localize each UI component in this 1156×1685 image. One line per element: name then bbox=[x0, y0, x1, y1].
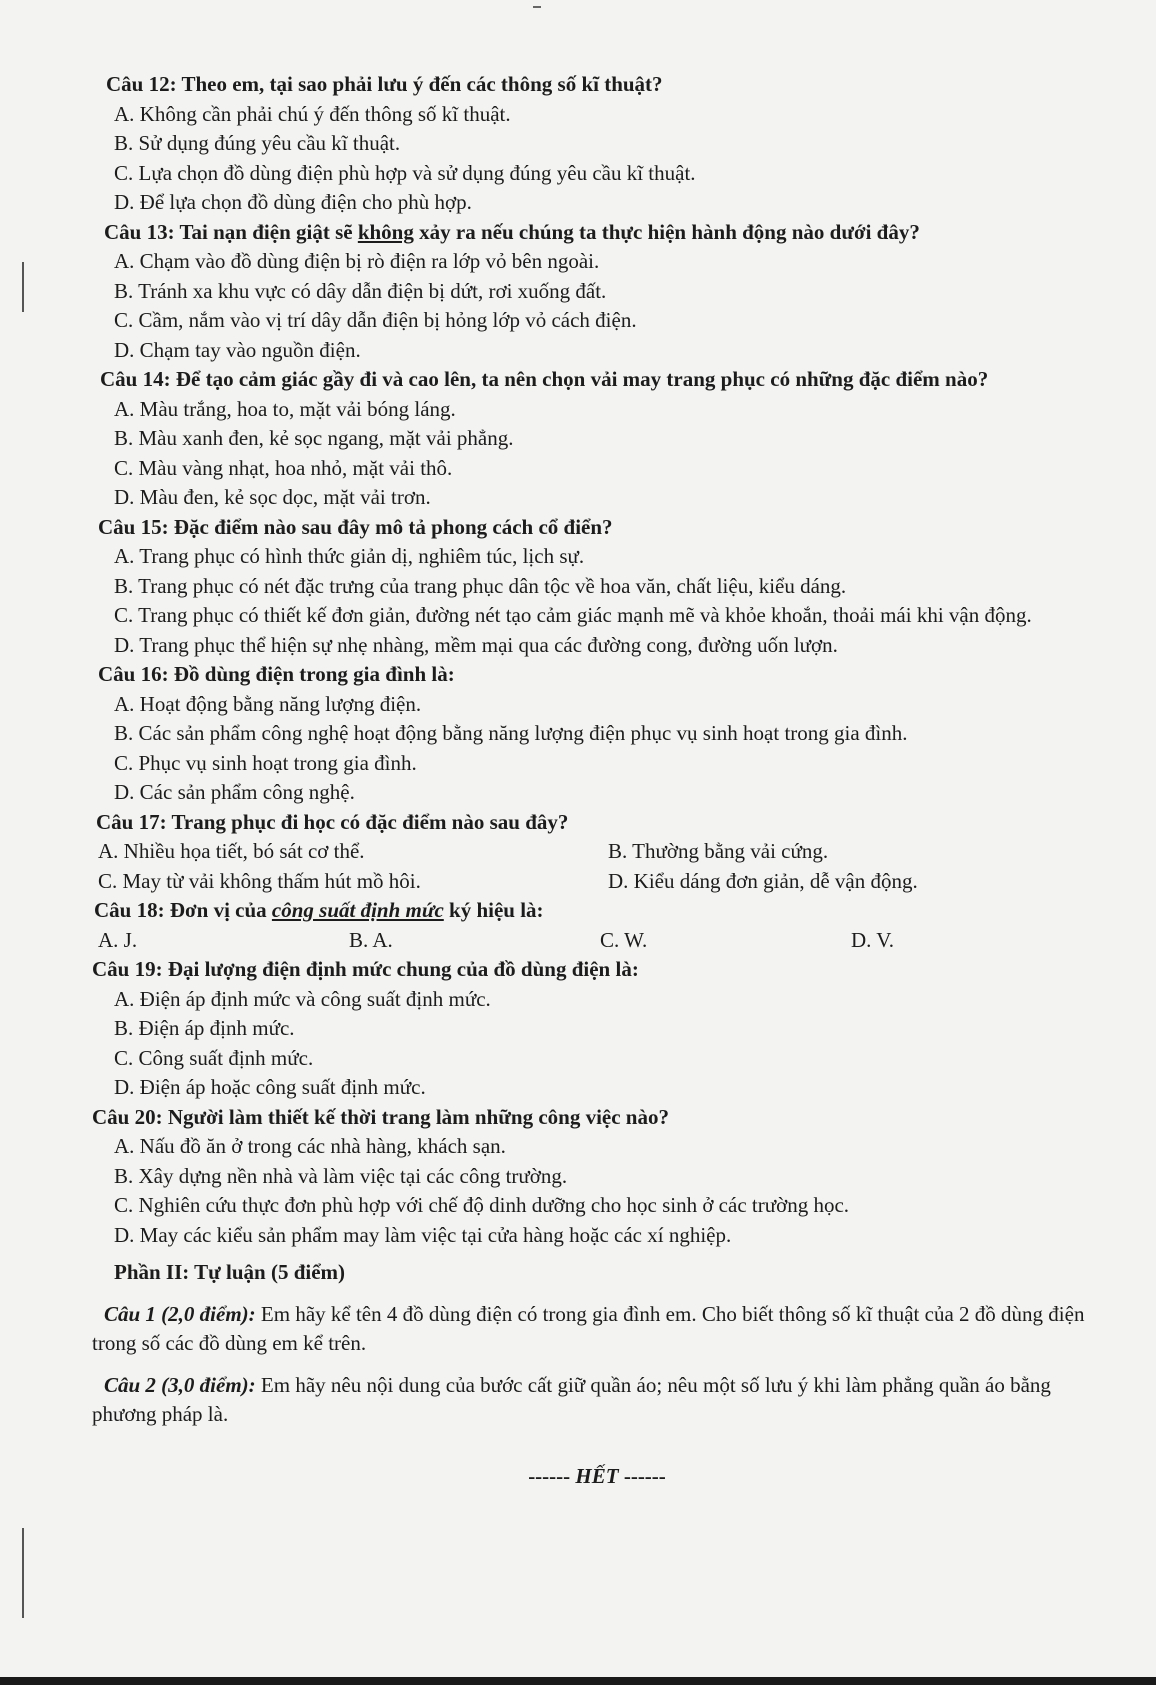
exam-content bbox=[92, 70, 1102, 1491]
question-14 bbox=[92, 365, 1102, 513]
option-a: A. Màu trắng, hoa to, mặt vải bóng láng. bbox=[114, 396, 456, 421]
option-b: B. Màu xanh đen, kẻ sọc ngang, mặt vải phẳng. bbox=[114, 426, 514, 450]
question-17 bbox=[92, 808, 1102, 897]
option-a: A. Nấu đồ ăn ở trong các nhà hàng, khách sạn. bbox=[114, 1134, 506, 1158]
option-c: C. Trang phục có thiết kế đơn giản, đường nét tạo cảm giác mạnh mẽ và khỏe khoắn, thoải mái khi vận động. bbox=[114, 603, 1032, 627]
scan-margin-line bbox=[22, 1528, 24, 1618]
question-number: Câu 13: bbox=[104, 219, 175, 244]
essay-label: Câu 1 (2,0 điểm): bbox=[104, 1301, 256, 1326]
option-a: A. Hoạt động bằng năng lượng điện. bbox=[114, 691, 422, 716]
option-b: B. Trang phục có nét đặc trưng của trang phục dân tộc về hoa văn, chất liệu, kiểu dáng. bbox=[114, 573, 847, 598]
option-d: D. V. bbox=[851, 927, 894, 952]
option-a: A. Trang phục có hình thức giản dị, nghiêm túc, lịch sự. bbox=[114, 544, 585, 568]
option-a: A. Nhiều họa tiết, bó sát cơ thể. bbox=[98, 839, 365, 863]
end-dash-left: ------ bbox=[528, 1463, 571, 1488]
question-18 bbox=[92, 896, 1102, 955]
scan-bottom-edge bbox=[0, 1677, 1156, 1685]
question-number: Câu 20: bbox=[92, 1104, 163, 1129]
option-d: D. Các sản phẩm công nghệ. bbox=[114, 780, 355, 804]
question-text: Đặc điểm nào sau đây mô tả phong cách cổ điển? bbox=[168, 514, 613, 539]
question-20 bbox=[92, 1103, 1102, 1251]
option-d: D. Điện áp hoặc công suất định mức. bbox=[114, 1075, 426, 1099]
question-text-end: xảy ra nếu chúng ta thực hiện hành động nào dưới đây? bbox=[413, 219, 920, 244]
option-b: B. Thường bằng vải cứng. bbox=[608, 839, 829, 863]
question-number: Câu 15: bbox=[98, 514, 169, 539]
option-d: D. Trang phục thể hiện sự nhẹ nhàng, mềm mại qua các đường cong, đường uốn lượn. bbox=[114, 632, 838, 657]
options-row bbox=[98, 926, 1102, 956]
question-text: Để tạo cảm giác gầy đi và cao lên, ta nên chọn vải may trang phục có những đặc điểm nào? bbox=[170, 367, 989, 391]
question-19 bbox=[92, 955, 1102, 1103]
option-c: C. May từ vải không thấm hút mồ hôi. bbox=[98, 868, 421, 893]
question-number: Câu 19: bbox=[92, 957, 163, 981]
scan-mark bbox=[533, 6, 541, 8]
question-text: Đại lượng điện định mức chung của đồ dùng điện là: bbox=[162, 957, 639, 981]
option-a: A. Điện áp định mức và công suất định mức. bbox=[114, 986, 491, 1011]
part-2-heading: Phần II: Tự luận (5 điểm) bbox=[114, 1260, 346, 1284]
question-text: Theo em, tại sao phải lưu ý đến các thông số kĩ thuật? bbox=[176, 72, 663, 96]
option-c: C. Công suất định mức. bbox=[114, 1045, 314, 1070]
question-text: Đơn vị của bbox=[164, 898, 272, 922]
question-number: Câu 18: bbox=[94, 898, 165, 922]
option-c: C. Màu vàng nhạt, hoa nhỏ, mặt vải thô. bbox=[114, 455, 453, 480]
essay-text: Em hãy nêu nội dung của bước cất giữ quần áo; nêu một số lưu ý khi làm phẳng quần áo bằng phương pháp là. bbox=[92, 1372, 1051, 1426]
option-c: C. Cầm, nắm vào vị trí dây dẫn điện bị hỏng lớp vỏ cách điện. bbox=[114, 308, 637, 332]
essay-text: Em hãy kể tên 4 đồ dùng điện có trong gia đình em. Cho biết thông số kĩ thuật của 2 đồ dùng điện trong số các đồ dùng em kể trên. bbox=[92, 1301, 1085, 1355]
option-d: D. Để lựa chọn đồ dùng điện cho phù hợp. bbox=[114, 190, 472, 214]
option-b: B. Tránh xa khu vực có dây dẫn điện bị dứt, rơi xuống đất. bbox=[114, 278, 607, 303]
option-d: D. May các kiểu sản phẩm may làm việc tại cửa hàng hoặc các xí nghiệp. bbox=[114, 1222, 732, 1247]
question-15 bbox=[92, 513, 1102, 661]
question-text: Người làm thiết kế thời trang làm những công việc nào? bbox=[162, 1104, 669, 1129]
question-number: Câu 12: bbox=[106, 72, 177, 96]
option-b: B. Các sản phẩm công nghệ hoạt động bằng năng lượng điện phục vụ sinh hoạt trong gia đình. bbox=[114, 721, 908, 745]
question-number: Câu 14: bbox=[100, 367, 171, 391]
option-a: A. Không cần phải chú ý đến thông số kĩ thuật. bbox=[114, 101, 511, 126]
question-number: Câu 17: bbox=[96, 809, 167, 834]
option-c: C. Nghiên cứu thực đơn phù hợp với chế độ dinh dưỡng cho học sinh ở các trường học. bbox=[114, 1193, 850, 1217]
question-13 bbox=[92, 218, 1102, 366]
question-emphasis: công suất định mức bbox=[271, 898, 444, 922]
option-a: A. Chạm vào đồ dùng điện bị rò điện ra lớp vỏ bên ngoài. bbox=[114, 249, 600, 273]
options-row bbox=[98, 867, 1102, 897]
option-d: D. Kiểu dáng đơn giản, dễ vận động. bbox=[608, 868, 918, 893]
option-c: C. W. bbox=[600, 927, 648, 952]
options-row bbox=[98, 837, 1102, 867]
essay-label: Câu 2 (3,0 điểm): bbox=[104, 1372, 256, 1397]
option-b: B. A. bbox=[349, 927, 393, 952]
question-number: Câu 16: bbox=[98, 662, 169, 686]
option-b: B. Điện áp định mức. bbox=[114, 1016, 295, 1040]
option-c: C. Phục vụ sinh hoạt trong gia đình. bbox=[114, 750, 417, 775]
question-text: Tai nạn điện giật sẽ bbox=[174, 219, 358, 244]
scan-margin-line bbox=[22, 262, 24, 312]
option-c: C. Lựa chọn đồ dùng điện phù hợp và sử dụng đúng yêu cầu kĩ thuật. bbox=[114, 160, 696, 185]
question-emphasis: không bbox=[357, 219, 414, 244]
essay-question-1 bbox=[92, 1300, 1102, 1359]
option-d: D. Màu đen, kẻ sọc dọc, mặt vải trơn. bbox=[114, 485, 431, 509]
question-text-end: ký hiệu là: bbox=[443, 898, 544, 922]
question-text: Trang phục đi học có đặc điểm nào sau đây? bbox=[166, 809, 569, 834]
end-dash-right: ------ bbox=[623, 1463, 666, 1488]
option-a: A. J. bbox=[98, 927, 138, 952]
essay-question-2 bbox=[92, 1371, 1102, 1430]
end-text: HẾT bbox=[575, 1463, 619, 1488]
question-text: Đồ dùng điện trong gia đình là: bbox=[168, 662, 455, 686]
option-b: B. Sử dụng đúng yêu cầu kĩ thuật. bbox=[114, 131, 401, 155]
question-12 bbox=[92, 70, 1102, 218]
option-b: B. Xây dựng nền nhà và làm việc tại các công trường. bbox=[114, 1163, 568, 1188]
option-d: D. Chạm tay vào nguồn điện. bbox=[114, 337, 361, 362]
end-marker bbox=[92, 1462, 1102, 1492]
question-16 bbox=[92, 660, 1102, 808]
